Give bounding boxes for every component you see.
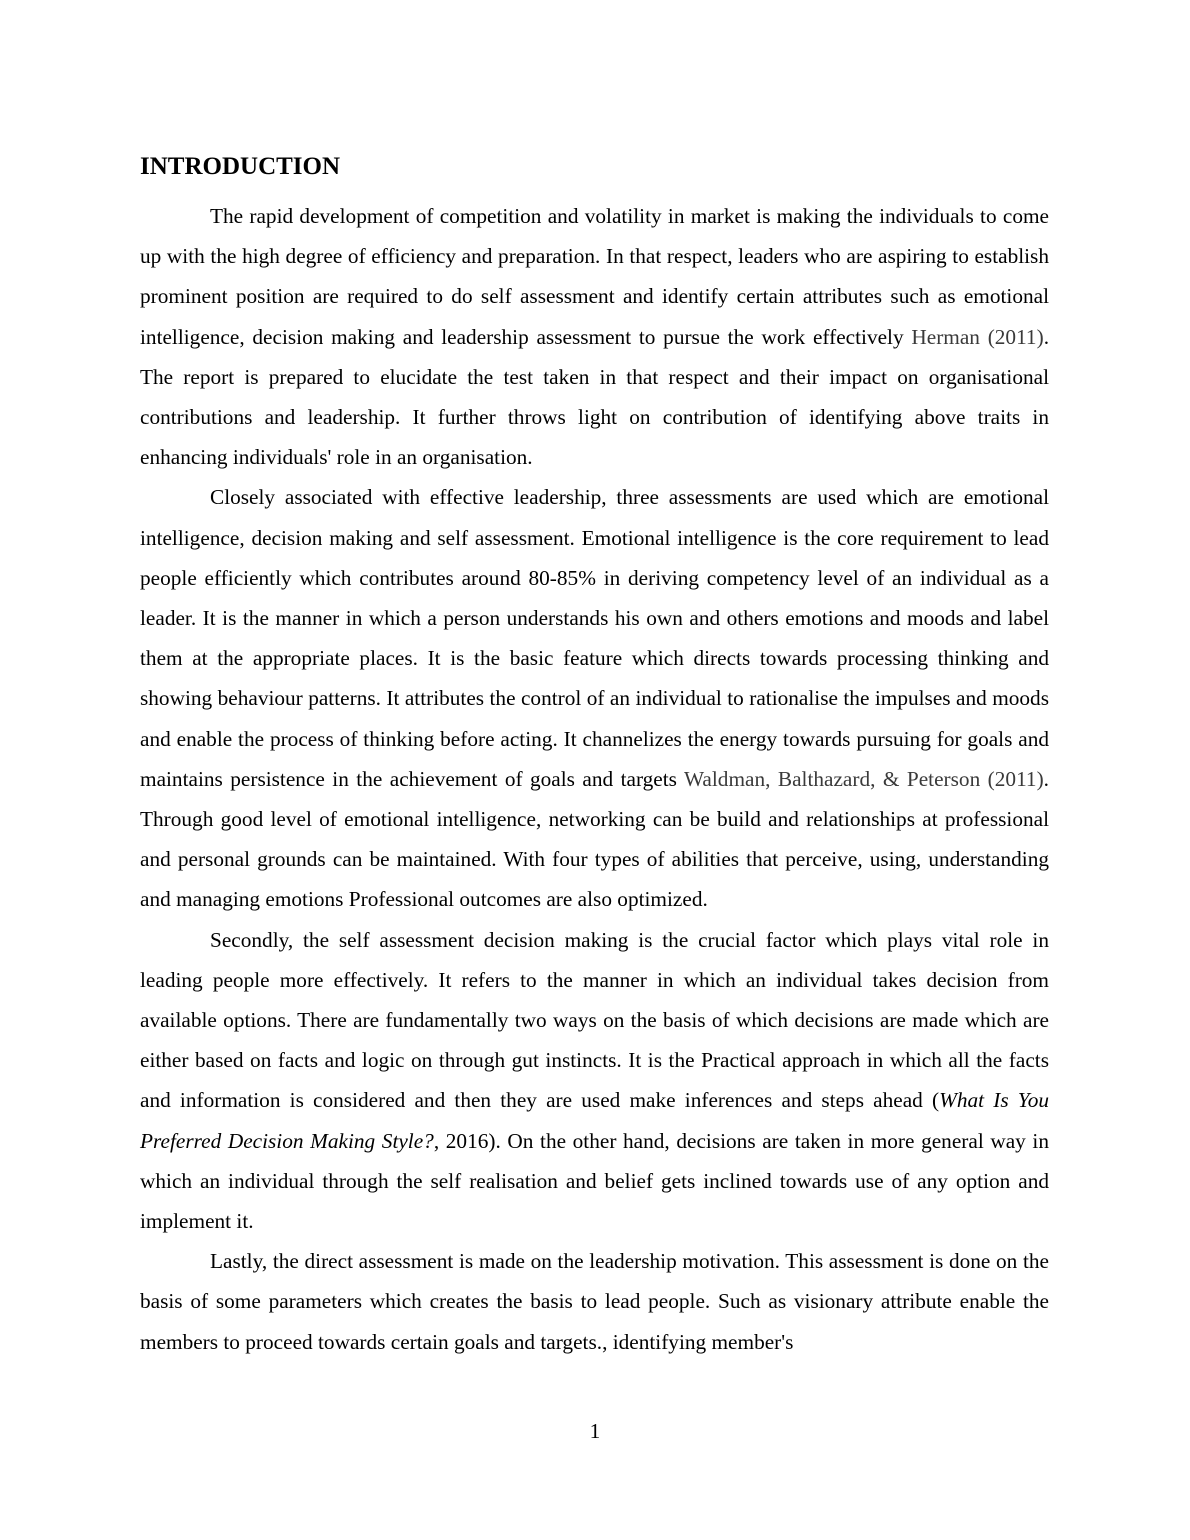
page-number: 1 bbox=[589, 1419, 601, 1443]
paragraph-text: Secondly, the self assessment decision making is the crucial factor which plays vital role in leading people more effectively. It refers to the manner in which an individual takes decision from available options. There are fundamentally two ways on the basis of which decisions are made which are either based on facts and logic on through gut instincts. It is the Practical approach in which all the facts and information is considered and then they are used make inferences and steps ahead ( bbox=[140, 927, 1049, 1113]
section-heading: INTRODUCTION bbox=[140, 153, 341, 180]
page-content bbox=[140, 150, 1049, 1362]
paragraph-text: Closely associated with effective leadership, three assessments are used which are emotional intelligence, decision making and self assessment. Emotional intelligence is the core requirement to lead people efficiently which contributes around 80-85% in deriving competency level of an individual as a leader. It is the manner in which a person understands his own and others emotions and moods and label them at the appropriate places. It is the basic feature which directs towards processing thinking and showing behaviour patterns. It attributes the control of an individual to rationalise the impulses and moods and enable the process of thinking before acting. It channelizes the energy towards pursuing for goals and maintains persistence in the achievement of goals and targets bbox=[140, 485, 1049, 791]
paragraph-text: . The report is prepared to elucidate the test taken in that respect and their impact on organisational contributions and leadership. It further throws light on contribution of identifying above traits in enhancing individuals' role in an organisation. bbox=[140, 324, 1050, 470]
paragraph-text: , 2016). On the other hand, decisions are taken in more general way in which an individual through the self realisation and belief gets inclined towards use of any option and implement it. bbox=[140, 1128, 1049, 1234]
paragraph-intro bbox=[140, 196, 1049, 477]
paragraph-emotional-intelligence bbox=[140, 477, 1049, 919]
paragraph-leadership-motivation bbox=[140, 1241, 1049, 1362]
paragraph-text: The rapid development of competition and volatility in market is making the individuals to come up with the high degree of efficiency and preparation. In that respect, leaders who are aspiring to establish prominent position are required to do self assessment and identify certain attributes such as emotional intelligence, decision making and leadership assessment to pursue the work effectively bbox=[140, 204, 1049, 349]
italic-citation-title: What Is You Preferred Decision Making Style? bbox=[140, 1088, 1049, 1153]
paragraph-text: Lastly, the direct assessment is made on the leadership motivation. This assessment is done on the basis of some parameters which creates the basis to lead people. Such as visionary attribute enable the members to proceed towards certain goals and targets., identifying member's bbox=[140, 1249, 1049, 1354]
paragraph-decision-making bbox=[140, 920, 1049, 1242]
citation: Herman (2011) bbox=[911, 324, 1044, 349]
paragraph-text: . Through good level of emotional intelligence, networking can be build and relationships at professional and personal grounds can be maintained. With four types of abilities that perceive, using, understanding and managing emotions Professional outcomes are also optimized. bbox=[140, 766, 1049, 912]
citation: Waldman, Balthazard, & Peterson (2011) bbox=[684, 766, 1044, 791]
